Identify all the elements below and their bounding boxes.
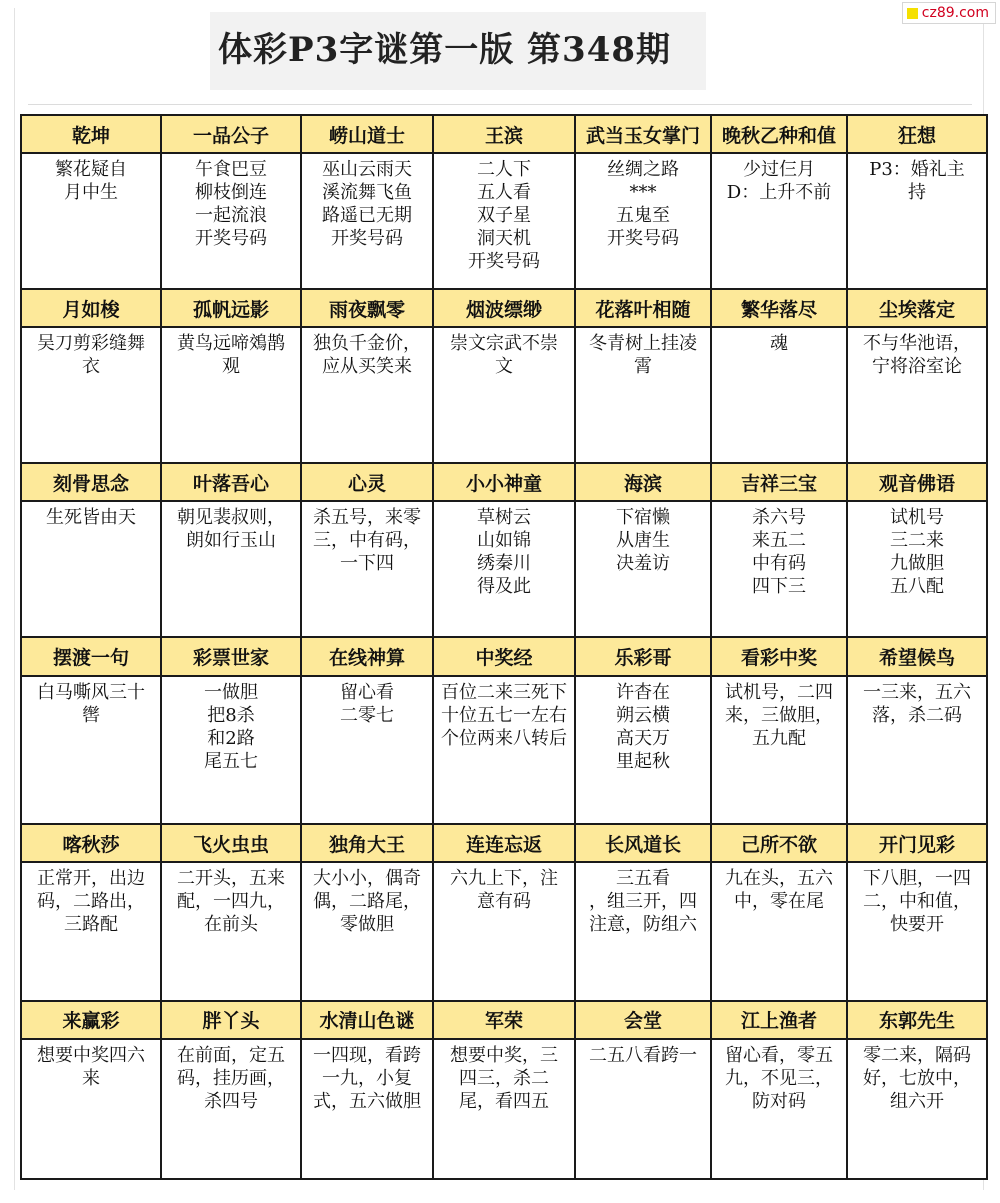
- riddle-text: 朝见裴叔则， 朗如行玉山: [177, 507, 285, 552]
- author-name-cell: 己所不欲: [711, 824, 847, 862]
- riddle-text: 黄鸟远啼鵁鹊 观: [177, 333, 285, 378]
- riddle-text: 丝绸之路 *** 五鬼至 开奖号码: [607, 159, 679, 250]
- riddle-cell: [575, 676, 711, 825]
- riddle-cell: [433, 327, 575, 463]
- riddle-cell: [847, 501, 987, 637]
- header-divider: [28, 104, 972, 105]
- riddle-cell: [711, 676, 847, 825]
- riddle-text: 三五看 ，组三开，四 注意，防组六: [589, 868, 697, 936]
- author-name-cell: 观音佛语: [847, 463, 987, 501]
- riddle-cell: [433, 676, 575, 825]
- riddle-cell: [711, 862, 847, 1000]
- author-name-cell: 开门见彩: [847, 824, 987, 862]
- riddle-text: 百位二来三死下 十位五七一左右 个位两来八转后: [441, 681, 567, 749]
- riddle-cell: [711, 1039, 847, 1179]
- riddle-cell: [161, 862, 301, 1000]
- author-name-cell: 狂想: [847, 115, 987, 153]
- author-name-cell: 看彩中奖: [711, 637, 847, 675]
- author-name-cell: 王滨: [433, 115, 575, 153]
- author-name-cell: 中奖经: [433, 637, 575, 675]
- author-name-cell: 海滨: [575, 463, 711, 501]
- riddle-cell: [21, 676, 161, 825]
- riddle-text: 下八胆，一四 二，中和值， 快要开: [863, 868, 971, 936]
- riddle-text: 繁花疑自 月中生: [55, 159, 127, 204]
- site-watermark[interactable]: [902, 2, 996, 24]
- riddle-cell: [301, 153, 433, 289]
- riddle-text: 午食巴豆 柳枝倒连 一起流浪 开奖号码: [195, 159, 267, 250]
- riddle-text: P3：婚礼主 持: [869, 159, 965, 204]
- riddle-text: 在前面，定五 码，挂历画， 杀四号: [177, 1044, 285, 1112]
- author-name-cell: 连连忘返: [433, 824, 575, 862]
- riddle-text: 留心看，零五 九，不见三， 防对码: [725, 1044, 833, 1112]
- author-name-cell: 飞火虫虫: [161, 824, 301, 862]
- author-name-cell: 乐彩哥: [575, 637, 711, 675]
- riddle-grid: [20, 114, 988, 1180]
- author-name-cell: 雨夜飘零: [301, 289, 433, 327]
- author-name-cell: 胖丫头: [161, 1001, 301, 1039]
- riddle-cell: [575, 862, 711, 1000]
- author-name-cell: 孤帆远影: [161, 289, 301, 327]
- riddle-cell: [161, 153, 301, 289]
- riddle-text: 留心看 二零七: [340, 681, 394, 726]
- riddle-cell: [847, 327, 987, 463]
- author-name-cell: 长风道长: [575, 824, 711, 862]
- author-name-cell: 会堂: [575, 1001, 711, 1039]
- riddle-cell: [847, 862, 987, 1000]
- riddle-row: [21, 676, 987, 825]
- header-row: [21, 637, 987, 675]
- riddle-cell: [301, 1039, 433, 1179]
- riddle-text: 想要中奖四六 来: [37, 1044, 145, 1089]
- author-name-cell: 花落叶相随: [575, 289, 711, 327]
- riddle-cell: [21, 501, 161, 637]
- riddle-text: 杀六号 来五二 中有码 四下三: [752, 507, 806, 598]
- riddle-cell: [301, 862, 433, 1000]
- riddle-cell: [433, 862, 575, 1000]
- riddle-text: 崇文宗武不崇 文: [450, 333, 558, 378]
- author-name-cell: 武当玉女掌门: [575, 115, 711, 153]
- riddle-cell: [847, 1039, 987, 1179]
- riddle-cell: [301, 676, 433, 825]
- riddle-text: 六九上下，注 意有码: [450, 868, 558, 913]
- riddle-text: 杀五号，来零 三，中有码， 一下四: [313, 507, 421, 575]
- riddle-text: 草树云 山如锦 绣秦川 得及此: [477, 507, 531, 598]
- header-row: [21, 824, 987, 862]
- riddle-text: 试机号，二四 来，三做胆， 五九配: [725, 681, 833, 749]
- riddle-cell: [433, 1039, 575, 1179]
- riddle-cell: [847, 676, 987, 825]
- riddle-text: 下宿懒 从唐生 决羞访: [616, 507, 670, 575]
- riddle-text: 生死皆由天: [46, 507, 136, 529]
- header-row: [21, 115, 987, 153]
- author-name-cell: 水清山色谜: [301, 1001, 433, 1039]
- author-name-cell: 独角大王: [301, 824, 433, 862]
- riddle-cell: [433, 153, 575, 289]
- author-name-cell: 心灵: [301, 463, 433, 501]
- riddle-text: 魂: [770, 333, 788, 355]
- author-name-cell: 东郭先生: [847, 1001, 987, 1039]
- author-name-cell: 吉祥三宝: [711, 463, 847, 501]
- riddle-cell: [575, 327, 711, 463]
- author-name-cell: 一品公子: [161, 115, 301, 153]
- riddle-cell: [301, 327, 433, 463]
- riddle-text: 冬青树上挂凌 霄: [589, 333, 697, 378]
- riddle-cell: [711, 327, 847, 463]
- riddle-text: 许杳在 朔云横 高天万 里起秋: [616, 681, 670, 772]
- author-name-cell: 军荣: [433, 1001, 575, 1039]
- author-name-cell: 彩票世家: [161, 637, 301, 675]
- riddle-text: 零二来，隔码 好，七放中， 组六开: [863, 1044, 971, 1112]
- riddle-row: [21, 327, 987, 463]
- riddle-cell: [711, 501, 847, 637]
- riddle-text: 不与华池语， 宁将浴室论: [863, 333, 971, 378]
- author-name-cell: 刻骨思念: [21, 463, 161, 501]
- riddle-cell: [575, 501, 711, 637]
- author-name-cell: 崂山道士: [301, 115, 433, 153]
- riddle-row: [21, 862, 987, 1000]
- riddle-cell: [711, 153, 847, 289]
- riddle-text: 白马嘶风三十 辔: [37, 681, 145, 726]
- author-name-cell: 喀秋莎: [21, 824, 161, 862]
- author-name-cell: 在线神算: [301, 637, 433, 675]
- header-row: [21, 1001, 987, 1039]
- riddle-cell: [433, 501, 575, 637]
- author-name-cell: 叶落吾心: [161, 463, 301, 501]
- site-watermark-text: cz89.com: [921, 5, 989, 21]
- author-name-cell: 烟波缥缈: [433, 289, 575, 327]
- header-row: [21, 463, 987, 501]
- author-name-cell: 江上渔者: [711, 1001, 847, 1039]
- riddle-row: [21, 1039, 987, 1179]
- author-name-cell: 月如梭: [21, 289, 161, 327]
- riddle-text: 巫山云雨天 溪流舞飞鱼 路遥已无期 开奖号码: [322, 159, 412, 250]
- author-name-cell: 来赢彩: [21, 1001, 161, 1039]
- riddle-text: 吴刀剪彩缝舞 衣: [37, 333, 145, 378]
- riddle-cell: [161, 676, 301, 825]
- riddle-cell: [161, 501, 301, 637]
- riddle-cell: [21, 1039, 161, 1179]
- riddle-row: [21, 501, 987, 637]
- riddle-text: 二五八看跨一: [589, 1044, 697, 1066]
- header-row: [21, 289, 987, 327]
- riddle-row: [21, 153, 987, 289]
- yellow-square-icon: [907, 8, 918, 19]
- riddle-text: 想要中奖，三 四三，杀二 尾，看四五: [450, 1044, 558, 1112]
- author-name-cell: 尘埃落定: [847, 289, 987, 327]
- riddle-cell: [21, 327, 161, 463]
- riddle-cell: [21, 862, 161, 1000]
- riddle-text: 二人下 五人看 双子星 洞天机 开奖号码: [468, 159, 540, 273]
- riddle-cell: [21, 153, 161, 289]
- riddle-text: 少过仨月 D：上升不前: [726, 159, 832, 204]
- riddle-cell: [161, 327, 301, 463]
- author-name-cell: 摆渡一句: [21, 637, 161, 675]
- riddle-cell: [161, 1039, 301, 1179]
- riddle-text: 一四现，看跨 一九，小复 式，五六做胆: [313, 1044, 421, 1112]
- riddle-text: 试机号 三二来 九做胆 五八配: [890, 507, 944, 598]
- author-name-cell: 希望候鸟: [847, 637, 987, 675]
- riddle-text: 二开头，五来 配，一四九， 在前头: [177, 868, 285, 936]
- riddle-text: 一三来，五六 落，杀二码: [863, 681, 971, 726]
- author-name-cell: 繁华落尽: [711, 289, 847, 327]
- author-name-cell: 乾坤: [21, 115, 161, 153]
- riddle-cell: [575, 153, 711, 289]
- page-title: 体彩P3字谜第一版 第348期: [218, 30, 672, 70]
- riddle-text: 正常开，出边 码，二路出， 三路配: [37, 868, 145, 936]
- author-name-cell: 晚秋乙种和值: [711, 115, 847, 153]
- riddle-text: 大小小，偶奇 偶，二路尾， 零做胆: [313, 868, 421, 936]
- riddle-text: 九在头，五六 中，零在尾: [725, 868, 833, 913]
- author-name-cell: 小小神童: [433, 463, 575, 501]
- riddle-cell: [575, 1039, 711, 1179]
- riddle-text: 独负千金价， 应从买笑来: [313, 333, 421, 378]
- riddle-text: 一做胆 把8杀 和2路 尾五七: [204, 681, 258, 772]
- riddle-cell: [847, 153, 987, 289]
- riddle-cell: [301, 501, 433, 637]
